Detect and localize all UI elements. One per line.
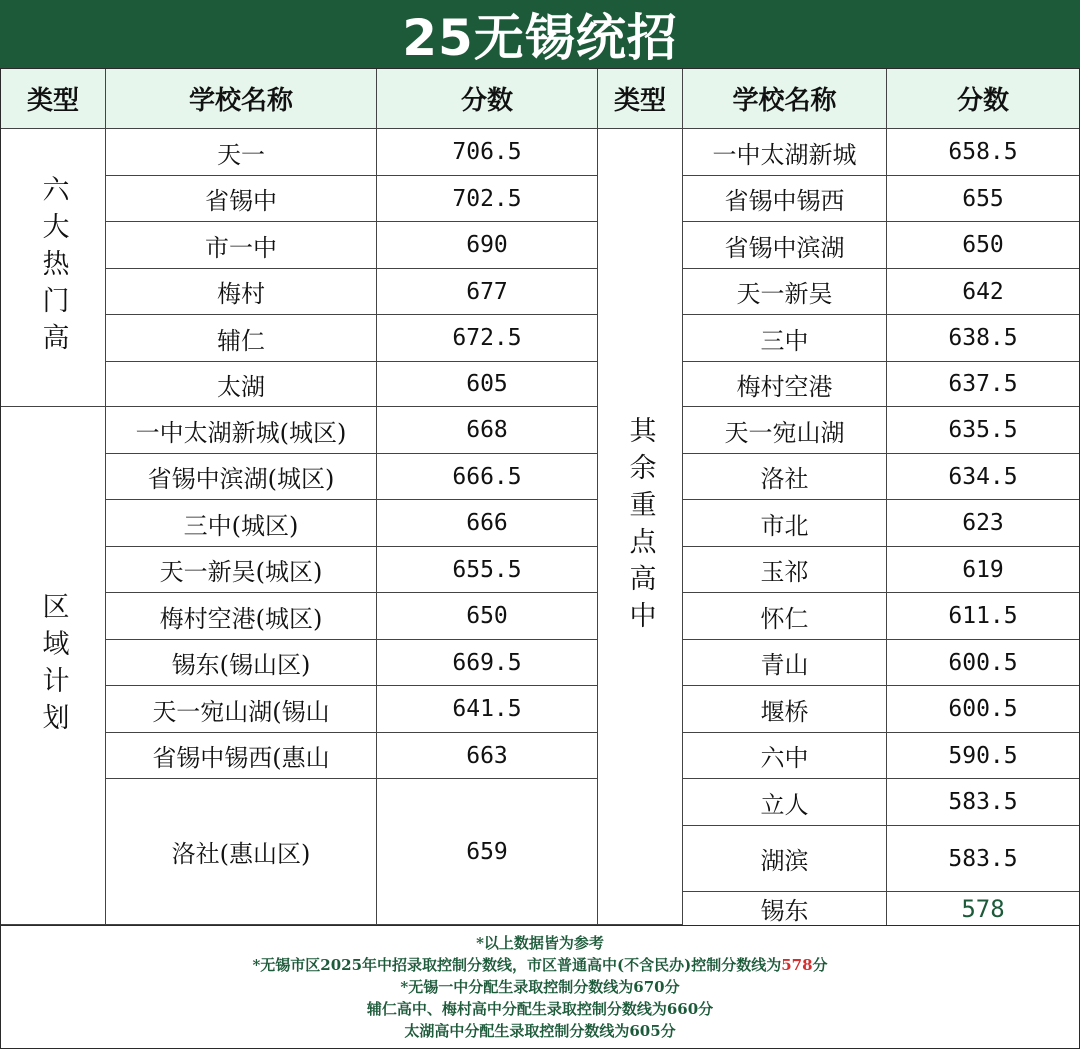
title-banner (0, 0, 1080, 68)
left-score-cell: 669.5 (377, 640, 598, 686)
left-school-cell: 省锡中锡西(惠山 (106, 733, 377, 779)
right-score-cell: 642 (887, 269, 1079, 315)
left-school-cell: 梅村空港(城区) (106, 593, 377, 640)
left-score-cell: 690 (377, 222, 598, 269)
left-school-cell: 天一新吴(城区) (106, 547, 377, 593)
left-school-cell: 市一中 (106, 222, 377, 269)
right-school-cell: 省锡中滨湖 (683, 222, 887, 269)
right-school-cell: 六中 (683, 733, 887, 779)
right-score-cell: 600.5 (887, 640, 1079, 686)
note-line: 辅仁高中、梅村高中分配生录取控制分数线为660分 (366, 1000, 714, 1018)
right-school-cell: 湖滨 (683, 826, 887, 892)
left-school-cell: 洛社(惠山区) (106, 779, 377, 925)
right-school-cell: 玉祁 (683, 547, 887, 593)
left-score-cell: 666 (377, 500, 598, 547)
right-score-cell: 623 (887, 500, 1079, 547)
header-school-left: 学校名称 (106, 69, 377, 129)
right-score-cell: 634.5 (887, 454, 1079, 500)
right-school-cell: 锡东 (683, 892, 887, 925)
right-score-cell: 611.5 (887, 593, 1079, 640)
category-other-key-label: 其余重点高中 (624, 415, 656, 638)
left-score-cell: 668 (377, 407, 598, 454)
right-school-cell: 洛社 (683, 454, 887, 500)
right-score-cell: 650 (887, 222, 1079, 269)
left-score-cell: 659 (377, 779, 598, 925)
right-school-cell: 梅村空港 (683, 362, 887, 407)
left-school-cell: 天一宛山湖(锡山 (106, 686, 377, 733)
right-school-cell: 堰桥 (683, 686, 887, 733)
left-school-cell: 省锡中滨湖(城区) (106, 454, 377, 500)
left-score-cell: 702.5 (377, 176, 598, 222)
category-regional-plan-label: 区域计划 (37, 591, 69, 740)
right-score-cell: 600.5 (887, 686, 1079, 733)
right-school-cell: 青山 (683, 640, 887, 686)
left-school-cell: 太湖 (106, 362, 377, 407)
left-score-cell: 706.5 (377, 129, 598, 176)
right-score-cell: 635.5 (887, 407, 1079, 454)
note-control-prefix: *无锡市区2025年中招录取控制分数线，市区普通高中(不含民办)控制分数线为 (252, 956, 782, 974)
header-school-right: 学校名称 (683, 69, 887, 129)
left-score-cell: 677 (377, 269, 598, 315)
page-title: 25无锡统招 (402, 9, 678, 67)
left-score-cell: 672.5 (377, 315, 598, 362)
score-table (0, 68, 1080, 926)
right-school-cell: 天一新吴 (683, 269, 887, 315)
category-regional-plan (1, 407, 106, 925)
note-line: 太湖高中分配生录取控制分数线为605分 (404, 1022, 676, 1040)
category-hot-six-label: 六大热门高 (37, 175, 69, 360)
left-score-cell: 663 (377, 733, 598, 779)
left-school-cell: 锡东(锡山区) (106, 640, 377, 686)
left-score-cell: 641.5 (377, 686, 598, 733)
right-score-cell: 658.5 (887, 129, 1079, 176)
right-score-cell: 583.5 (887, 779, 1079, 826)
header-score-right: 分数 (887, 69, 1079, 129)
right-school-cell: 立人 (683, 779, 887, 826)
left-score-cell: 650 (377, 593, 598, 640)
note-control-suffix: 分 (812, 956, 828, 974)
left-school-cell: 天一 (106, 129, 377, 176)
note-line: *无锡一中分配生录取控制分数线为670分 (400, 978, 680, 996)
notes-section (0, 926, 1080, 1049)
left-school-cell: 一中太湖新城(城区) (106, 407, 377, 454)
left-school-cell: 辅仁 (106, 315, 377, 362)
header-score-left: 分数 (377, 69, 598, 129)
note-control-value: 578 (781, 956, 813, 974)
right-score-cell: 655 (887, 176, 1079, 222)
right-school-cell: 怀仁 (683, 593, 887, 640)
right-school-cell: 省锡中锡西 (683, 176, 887, 222)
right-score-cell: 619 (887, 547, 1079, 593)
right-school-cell: 一中太湖新城 (683, 129, 887, 176)
left-score-cell: 605 (377, 362, 598, 407)
left-school-cell: 梅村 (106, 269, 377, 315)
right-score-cell-highlight: 578 (961, 894, 1005, 923)
header-type-left: 类型 (1, 69, 106, 129)
category-hot-six (1, 129, 106, 407)
category-other-key (598, 129, 683, 925)
note-line-control (252, 954, 827, 976)
right-score-cell: 638.5 (887, 315, 1079, 362)
right-score-cell: 583.5 (887, 826, 1079, 892)
right-score-cell: 590.5 (887, 733, 1079, 779)
right-school-cell: 天一宛山湖 (683, 407, 887, 454)
left-score-cell: 655.5 (377, 547, 598, 593)
right-school-cell: 三中 (683, 315, 887, 362)
header-type-right: 类型 (598, 69, 683, 129)
right-score-cell: 637.5 (887, 362, 1079, 407)
right-school-cell: 市北 (683, 500, 887, 547)
note-line: *以上数据皆为参考 (476, 934, 604, 952)
left-school-cell: 三中(城区) (106, 500, 377, 547)
left-school-cell: 省锡中 (106, 176, 377, 222)
left-score-cell: 666.5 (377, 454, 598, 500)
